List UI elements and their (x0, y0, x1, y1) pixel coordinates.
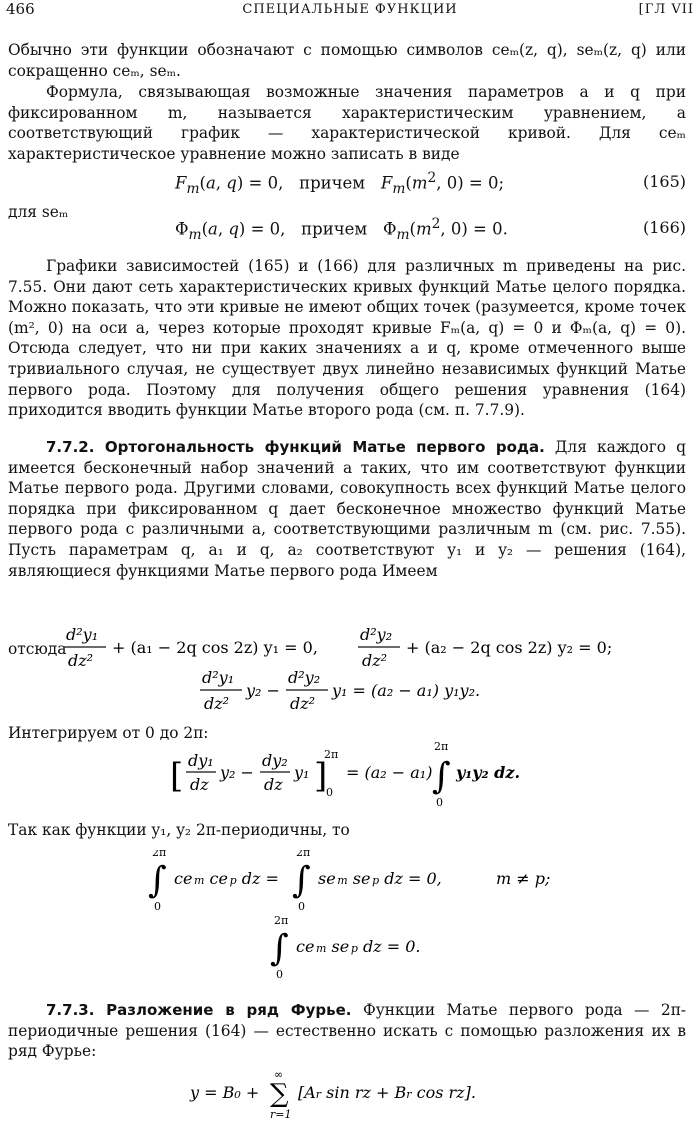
svg-text:+ (a₂ − 2q cos 2z) y₂ = 0;: + (a₂ − 2q cos 2z) y₂ = 0; (406, 638, 613, 657)
svg-text:0: 0 (298, 900, 305, 913)
svg-text:∫: ∫ (270, 928, 289, 969)
running-title: СПЕЦИАЛЬНЫЕ ФУНКЦИИ (242, 2, 458, 17)
label-for-sem: для seₘ (8, 203, 69, 221)
equation-166-number: (166) (642, 218, 686, 237)
svg-text:se m se p dz = 0,: se m se p dz = 0, (318, 869, 442, 888)
svg-text:d²y₁: d²y₁ (202, 668, 235, 687)
svg-text:dz: dz (264, 775, 283, 794)
equation-166: $\Phi_m(a$, q) = 0, причем $\Phi_m(m^2$, 0) = 0. (175, 216, 508, 243)
paragraph-characteristic-equation: Формула, связывающая возможные значения параметров a и q при фиксированном m, называется характеристическим уравнением, а соответствующий график — характеристической кривой. Для ceₘ характеристическое уравнение можно записать в виде (8, 83, 686, 163)
line-integrate: Интегрируем от 0 до 2π: (8, 724, 209, 742)
svg-text:d²y₂: d²y₂ (288, 668, 321, 687)
svg-text:dz²: dz² (204, 694, 230, 713)
svg-text:ce m se p dz = 0.: ce m se p dz = 0. (296, 937, 421, 956)
svg-text:dz: dz (190, 775, 209, 794)
integrated-relation (170, 740, 550, 814)
chapter-label: [ГЛ VII (638, 2, 694, 17)
running-header (6, 0, 694, 22)
wronskian-derivative (196, 663, 516, 723)
svg-text:= (a₂ − a₁): = (a₂ − a₁) (346, 763, 433, 782)
svg-text:ce m ce p dz =: ce m ce p dz = (174, 869, 279, 888)
orthogonality-relations (140, 850, 600, 984)
svg-text:2π: 2π (324, 748, 339, 761)
section-heading-7-7-2: 7.7.2. Ортогональность функций Матье первого рода. (46, 438, 545, 456)
svg-text:∫: ∫ (432, 756, 451, 797)
section-7-7-3 (8, 1000, 686, 1062)
paragraph-graphs: Графики зависимостей (165) и (166) для различных m приведены на рис. 7.55. Они дают сеть характеристических кривых функций Матье целого порядка. Можно показать, что эти кривые не имеют общих точек (разумеется, кроме точек (m², 0) на оси a, через которые проходят кривые Fₘ(a, q) = 0 и Φₘ(a, q) = 0). Отсюда следует, что ни при каких значениях a и q, кроме отмеченного выше тривиального случая, не существует двух линейно независимых функций Матье первого рода. Поэтому для получения общего решения уравнения (164) приходится вводить функции Матье второго рода (см. п. 7.7.9). (8, 257, 686, 420)
svg-text:[Ar sin rz + Br cos rz].: [Ar sin rz + Br cos rz]. (298, 1083, 476, 1102)
line-periodic: Так как функции y₁, y₂ 2π-периодичны, то (8, 821, 350, 839)
svg-text:y₁: y₁ (294, 763, 310, 782)
equation-165-number: (165) (642, 172, 686, 191)
svg-text:r=1: r=1 (270, 1108, 292, 1120)
svg-text:∞: ∞ (274, 1068, 284, 1081)
section-body-7-7-3: Функции Матье первого рода — 2π-периодичные решения (164) — естественно искать с помощью разложения их в ряд Фурье: (8, 1001, 686, 1061)
svg-text:0: 0 (436, 796, 443, 809)
svg-text:dz²: dz² (290, 694, 316, 713)
svg-text:2π: 2π (274, 914, 289, 927)
svg-text:d²y₂: d²y₂ (360, 625, 393, 644)
equation-165: $F_m(a$, q) = 0, причем $F_m(m^2$, 0) = 0; (175, 170, 505, 197)
svg-text:m ≠ p;: m ≠ p; (496, 869, 551, 888)
section-heading-7-7-3: 7.7.3. Разложение в ряд Фурье. (46, 1001, 352, 1019)
svg-text:y = B₀ +: y = B₀ + (190, 1083, 260, 1102)
svg-text:+ (a₁ − 2q cos 2z) y₁ = 0,: + (a₁ − 2q cos 2z) y₁ = 0, (112, 638, 318, 657)
svg-text:dz²: dz² (362, 651, 388, 670)
svg-text:0: 0 (326, 786, 333, 799)
svg-text:0: 0 (154, 900, 161, 913)
svg-text:2π: 2π (434, 740, 449, 753)
svg-text:2π: 2π (152, 850, 167, 859)
svg-text:y₂ −: y₂ − (220, 763, 254, 782)
svg-text:]: ] (314, 756, 328, 796)
svg-text:∫: ∫ (292, 860, 311, 901)
svg-text:d²y₁: d²y₁ (66, 625, 99, 644)
svg-text:y₂ −: y₂ − (246, 681, 280, 700)
svg-text:y₁y₂ dz.: y₁y₂ dz. (456, 763, 521, 782)
section-body-7-7-2: Для каждого q имеется бесконечный набор значений a таких, что им соответствуют функции Матье первого рода. Другими словами, совокупность всех функций Матье целого порядка при фиксированном q дает бесконечное множество функций Матье первого рода с различными a, соответствующими различным m (см. рис. 7.55). Пусть параметрам q, a₁ и q, a₂ соответствуют y₁ и y₂ — решения (164), являющиеся функциями Матье первого рода Имеем (8, 438, 686, 580)
svg-text:0: 0 (276, 968, 283, 980)
fourier-series (186, 1068, 516, 1124)
svg-text:2π: 2π (296, 850, 311, 859)
svg-text:y₁ = (a₂ − a₁) y₁y₂.: y₁ = (a₂ − a₁) y₁y₂. (332, 681, 481, 700)
svg-text:dy₁: dy₁ (188, 751, 214, 770)
page-number: 466 (6, 0, 35, 18)
svg-text:∑: ∑ (270, 1079, 289, 1109)
svg-text:[: [ (170, 756, 184, 796)
paragraph-notation: Обычно эти функции обозначают с помощью символов ceₘ(z, q), seₘ(z, q) или сокращенно ceₘ, seₘ. (8, 41, 686, 80)
word-otsyuda: отсюда (8, 640, 67, 658)
svg-text:∫: ∫ (148, 860, 167, 901)
section-7-7-2 (8, 437, 686, 581)
svg-text:dz²: dz² (68, 651, 94, 670)
svg-text:dy₂: dy₂ (262, 751, 288, 770)
